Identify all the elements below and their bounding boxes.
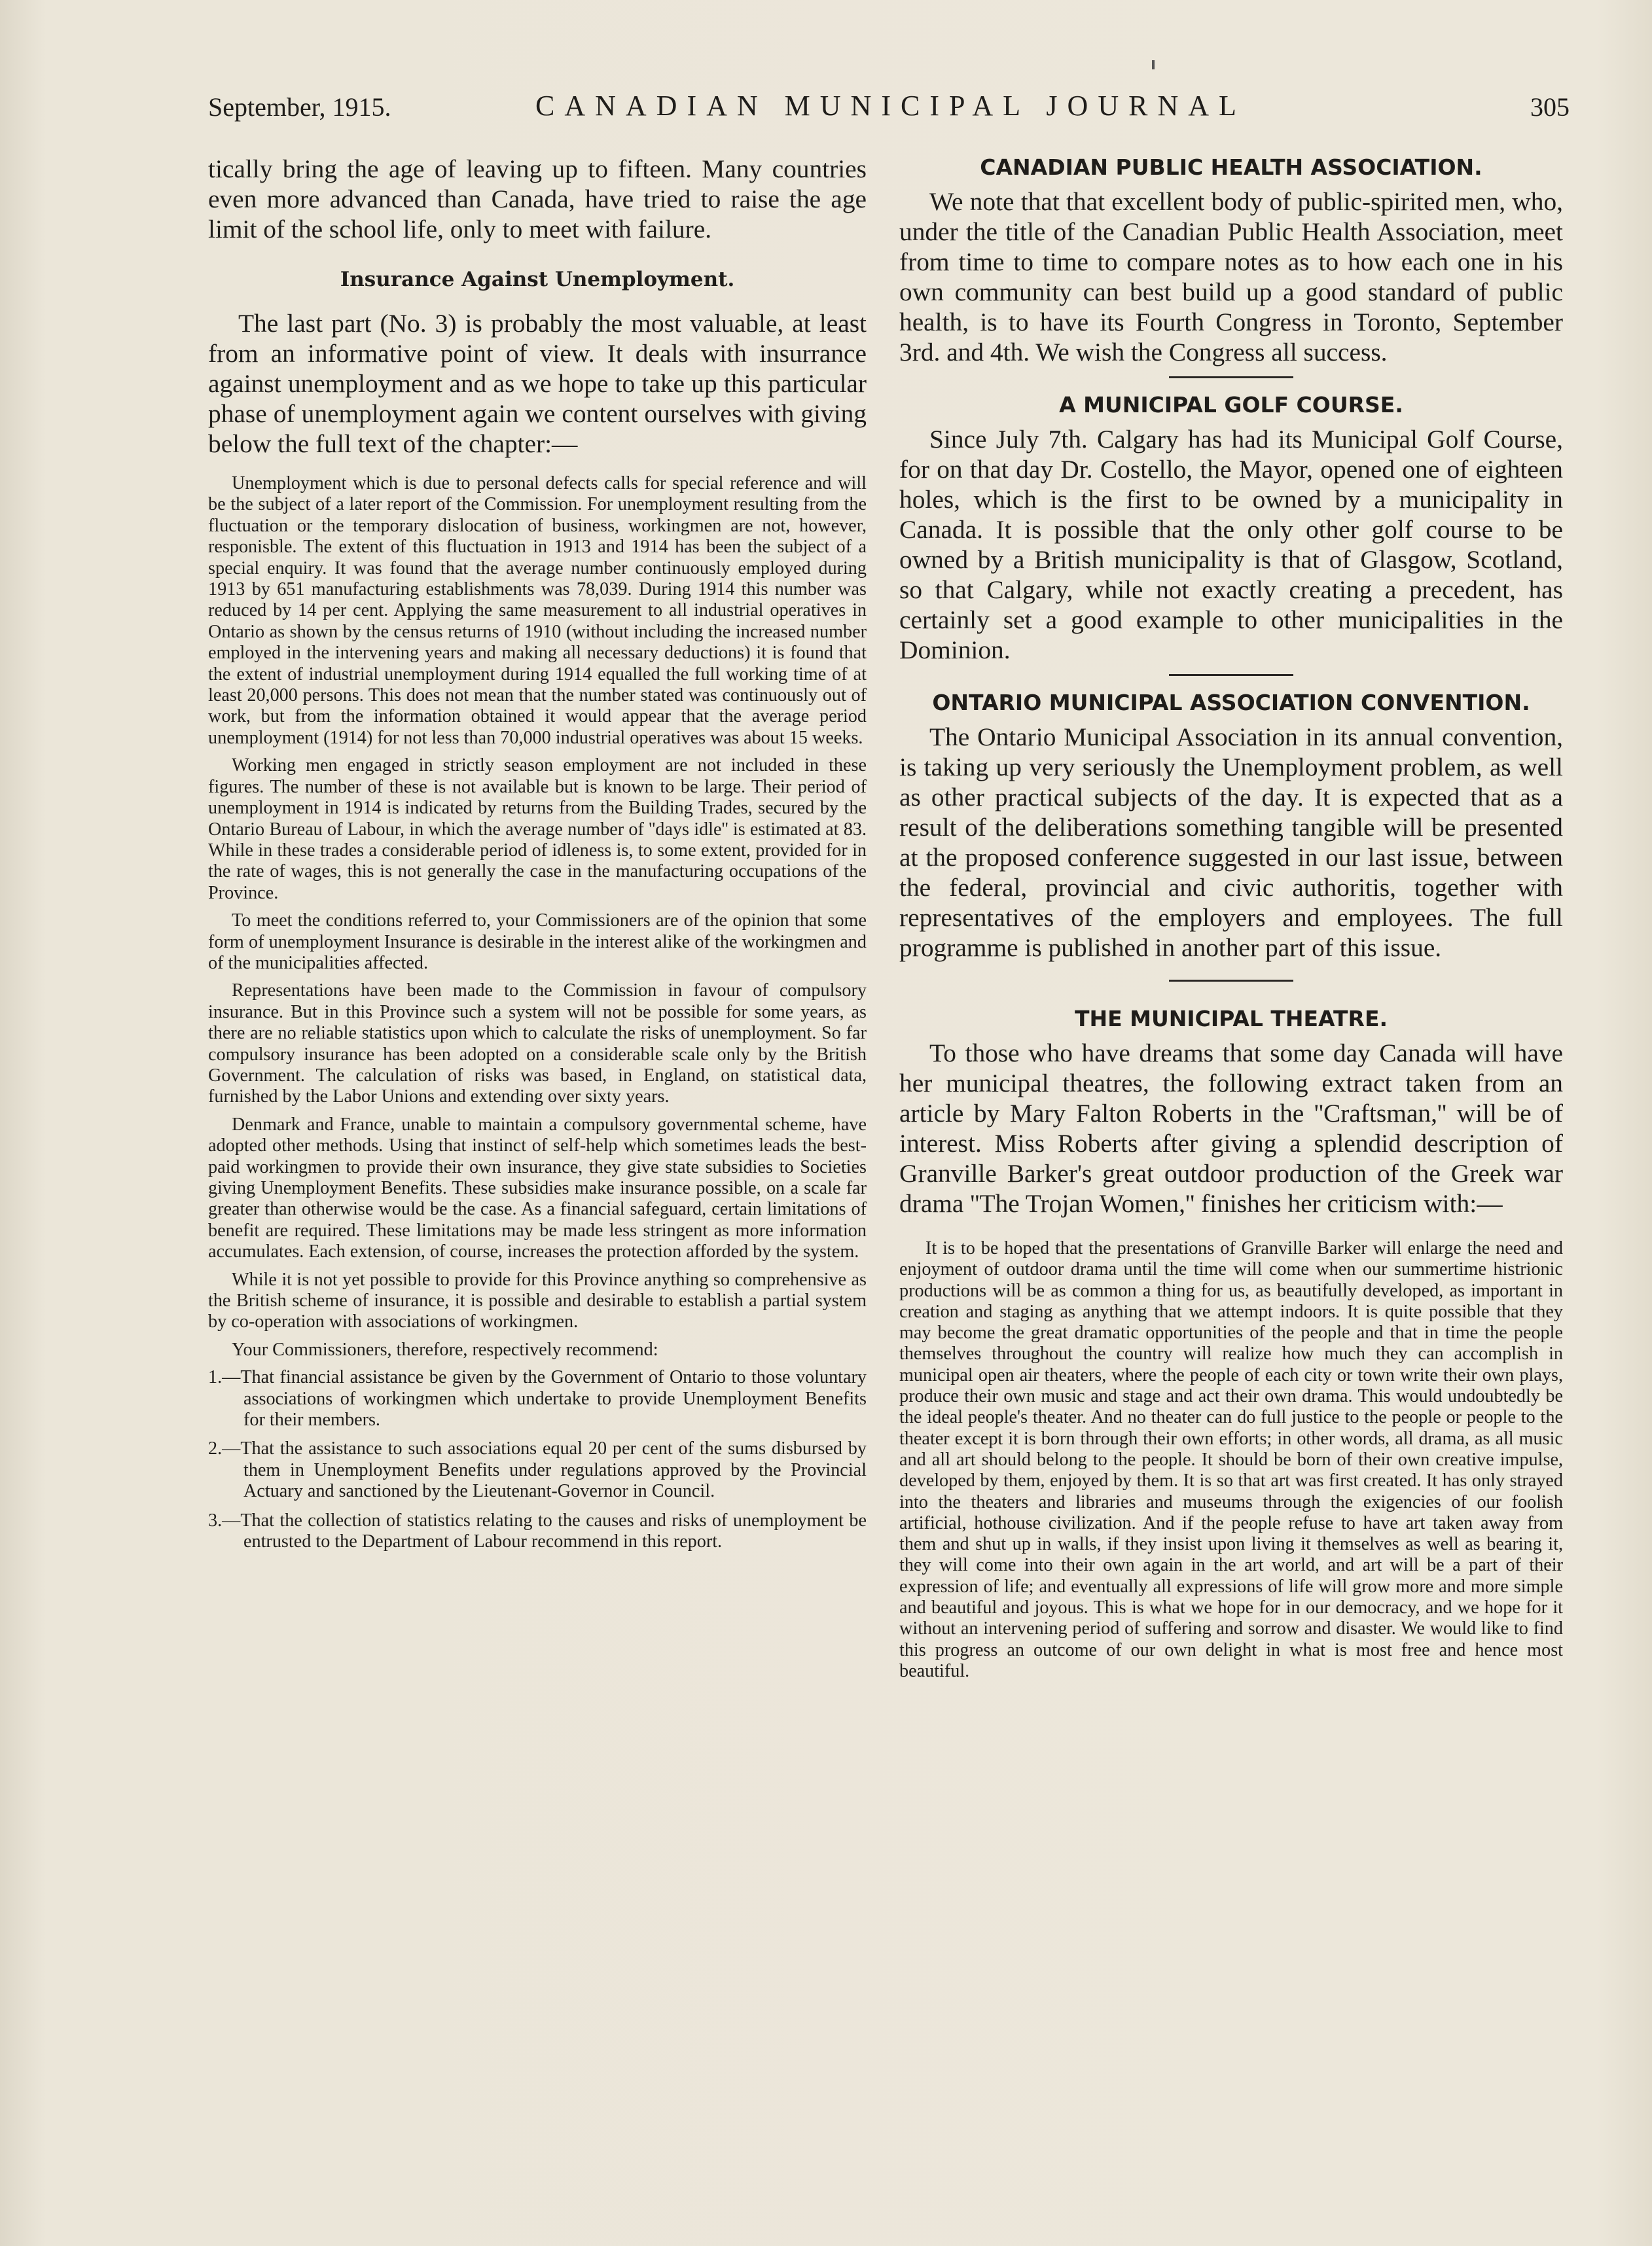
report-paragraph: Representations have been made to the Commission in favour of compulsory insurance. But in this Province such a system will not be possible for some years, as there are no reliable statistics upon which to calculate the risks of unemployment. So far compulsory insurance has been adopted on a considerable scale only by the British Government. The calculation of risks was based, in England, on statistical data, furnished by the Labor Unions and extending over sixty years. (208, 980, 867, 1107)
lead-paragraph: The last part (No. 3) is probably the most valuable, at least from an informative point of view. It deals with insurrance against unemployment and as we hope to take up this particular phase of unemployment again we content ourselves with giving below the full text of the chapter:— (208, 309, 867, 458)
report-paragraph: Denmark and France, unable to maintain a compulsory governmental scheme, have adopted other methods. Using that instinct of self-help which sometimes leads the best-paid workingmen to provide their own insurance, they give state subsidies to Societies giving Unemployment Benefits. These subsidies make insurance possible, on a scale far greater than otherwise would be the case. As a financial safeguard, certain limitations of benefit are required. These limitations may be made less stringent as more information accumulates. Each extension, of course, increases the protection afforded by the system. (208, 1114, 867, 1262)
recommendation-item: 1.—That financial assistance be given by the Government of Ontario to those voluntary associations of workingmen which undertake to provide Unemployment Benefits for their members. (208, 1367, 867, 1431)
section-divider (1169, 376, 1293, 378)
section-heading: THE MUNICIPAL THEATRE. (1074, 1006, 1388, 1031)
running-header (208, 92, 1570, 131)
report-paragraph: While it is not yet possible to provide for this Province anything so comprehensive as the British scheme of insurance, it is possible and desirable to establish a partial system by co-operation with associations of workingmen. (208, 1269, 867, 1332)
page-number: 305 (1530, 92, 1570, 122)
section-heading: CANADIAN PUBLIC HEALTH ASSOCIATION. (980, 154, 1482, 180)
section-body: Since July 7th. Calgary has had its Municipal Golf Course, for on that day Dr. Costello, the Mayor, opened one of eighteen holes, which is the first to be owned by a municipality in Canada. It is possible that the only other golf course to be owned by a British municipality is that of Glasgow, Scotland, so that Calgary, while not exactly creating a precedent, has certainly set a good example to other municipalities in the Dominion. (899, 425, 1563, 664)
left-column (208, 154, 867, 1561)
report-paragraph: Your Commissioners, therefore, respectively recommend: (232, 1339, 658, 1360)
section-body: The Ontario Municipal Association in its annual convention, is taking up very seriously the Unemployment problem, as well as other practical subjects of the day. It is expected that as a result of the deliberations something tangible will be presented at the proposed conference suggested in our last issue, between the federal, provincial and civic authoritis, together with representatives of the employers and employees. The full programme is published in another part of this issue. (899, 722, 1563, 962)
section-divider (1169, 980, 1293, 982)
report-paragraph: Unemployment which is due to personal defects calls for special reference and will be the subject of a later report of the Commission. For unemployment resulting from the fluctuation or the temporary dislocation of business, workingmen are not, however, responisble. The extent of this fluctuation in 1913 and 1914 has been the subject of a special enquiry. It was found that the average number continuously employed during 1913 by 651 manufacturing establishments was 78,039. During 1914 this number was reduced by 14 per cent. Applying the same measurement to all industrial operatives in Ontario as shown by the census returns of 1910 (without including the increased number employed in the intervening years and making all necessary deductions) it is found that the extent of industrial unemployment during 1914 equalled the full working time of at least 20,000 persons. This does not mean that the number stated was continuously out of work, but from the information obtained it would appear that the average period unemployment (1914) for not less than 70,000 industrial operatives was about 15 weeks. (208, 473, 867, 748)
recommendation-item: 3.—That the collection of statistics relating to the causes and risks of unemployment be entrusted to the Department of Labour recommend in this report. (208, 1510, 867, 1552)
section-body: We note that that excellent body of public-spirited men, who, under the title of the Canadian Public Health Association, meet from time to time to compare notes as to how each one in his own community can best build up a good standard of public health, is to have its Fourth Congress in Toronto, September 3rd. and 4th. We wish the Congress all success. (899, 187, 1563, 366)
right-column (899, 154, 1563, 1682)
intro-paragraph: tically bring the age of leaving up to fifteen. Many countries even more advanced than Canada, have tried to raise the age limit of the school life, only to meet with failure. (208, 154, 867, 243)
subheading-insurance: Insurance Against Unemployment. (340, 268, 735, 291)
page-mark (1152, 60, 1155, 69)
journal-title: CANADIAN MUNICIPAL JOURNAL (535, 90, 1246, 122)
recommendation-item: 2.—That the assistance to such associations equal 20 per cent of the sums disbursed by them in Unemployment Benefits under regulations approved by the Provincial Actuary and sanctioned by the Lieutenant-Governor in Council. (208, 1438, 867, 1502)
report-paragraph: To meet the conditions referred to, your Commissioners are of the opinion that some form of unemployment Insurance is desirable in the interest alike of the workingmen and of the municipalities affected. (208, 910, 867, 973)
section-body: To those who have dreams that some day Canada will have her municipal theatres, the following extract taken from an article by Mary Falton Roberts in the ''Craftsman,'' will be of interest. Miss Roberts after giving a splendid description of Granville Barker's great outdoor production of the Greek war drama ''The Trojan Women,'' finishes her criticism with:— (899, 1039, 1563, 1218)
report-paragraph: Working men engaged in strictly season employment are not included in these figures. The number of these is not available but is known to be large. Their period of unemployment in 1914 is indicated by returns from the Building Trades, secured by the Ontario Bureau of Labour, in which the average number of ''days idle'' is estimated at 83. While in these trades a considerable period of idleness is, to some extent, provided for in the rate of wages, this is not generally the case in the manufacturing occupations of the Province. (208, 755, 867, 903)
quoted-extract: It is to be hoped that the presentations of Granville Barker will enlarge the need and enjoyment of outdoor drama until the time will come when our summertime histrionic productions will be as common a thing for us, as beautifully developed, as important in creation and staging as anything that we attempt indoors. It is quite possible that they may become the great dramatic opportunities of the people and that in time the people themselves throughout the country will realize how much they can accomplish in municipal open air theaters, where the people of each city or town write their own plays, produce their own music and stage and act their own drama. This would undoubtedly be the ideal people's theater. And no theater can do full justice to the people or people to the theater except it is born through their own efforts; in other words, all drama, as all music and all art should belong to the people. It should be born of their own creative impulse, developed by them, enjoyed by them. It is so that art was first created. It has only strayed into the theaters and libraries and museums through the exigencies of our foolish artificial, hothouse civilization. And if the people refuse to have art taken away from them and shut up in walls, if they insist upon living it themselves as well as bearing it, they will come into their own again in the art world, and art will be a part of their expression of life; and eventually all expressions of life will grow more and more simple and beautiful and joyous. This is what we hope for in our democracy, and we hope for it without an intervening period of suffering and sorrow and disaster. We would like to find this progress an outcome of our own delight in what is most free and hence most beautiful. (899, 1238, 1563, 1681)
section-heading: A MUNICIPAL GOLF COURSE. (1059, 392, 1403, 418)
section-divider (1169, 674, 1293, 676)
header-date: September, 1915. (208, 92, 391, 122)
section-heading: ONTARIO MUNICIPAL ASSOCIATION CONVENTION. (932, 690, 1530, 715)
